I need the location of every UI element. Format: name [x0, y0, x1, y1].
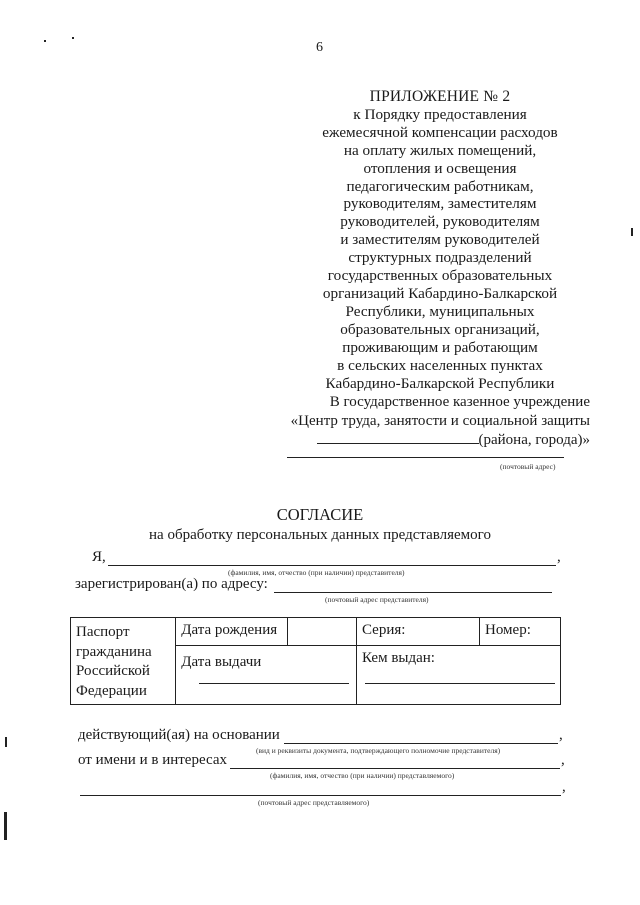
authority-document-field[interactable] — [284, 743, 558, 744]
representative-name-caption: (фамилия, имя, отчество (при наличии) представителя) — [228, 568, 405, 577]
district-suffix: (района, города)» — [478, 432, 590, 448]
appendix-line: на оплату жилых помещений, — [343, 141, 537, 159]
comma: , — [561, 752, 565, 768]
addressee-line-2: «Центр труда, занятости и социальной защиты — [290, 413, 590, 429]
represented-address-field[interactable] — [80, 795, 561, 796]
passport-label-line: Российской — [76, 663, 150, 679]
appendix-line: Кабардино-Балкарской Республики — [325, 374, 555, 392]
appendix-line: Республики, муниципальных — [345, 302, 535, 320]
comma: , — [562, 779, 566, 795]
addressee-block — [240, 393, 590, 450]
appendix-line: руководителей, руководителям — [340, 213, 540, 231]
appendix-line: в сельских населенных пунктах — [337, 356, 543, 374]
authority-document-caption: (вид и реквизиты документа, подтверждающего полномочие представителя) — [256, 746, 501, 755]
representative-name-field[interactable] — [108, 565, 556, 566]
issue-date-label: Дата выдачи — [181, 654, 262, 670]
birth-date-label: Дата рождения — [181, 622, 278, 638]
addressee-line-3 — [240, 431, 590, 450]
represented-name-field[interactable] — [230, 768, 560, 769]
birth-date-label-cell — [176, 618, 288, 646]
represented-name-caption: (фамилия, имя, отчество (при наличии) представляемого) — [270, 771, 455, 780]
consent-subtitle: на обработку персональных данных представляемого — [149, 527, 491, 543]
passport-table — [70, 617, 561, 705]
postal-address-caption: (почтовый адрес) — [500, 462, 556, 471]
representative-address-caption: (почтовый адрес представителя) — [325, 595, 429, 604]
appendix-line: проживающим и работающим — [342, 338, 538, 356]
page-number: 6 — [316, 40, 323, 55]
appendix-line: педагогическим работникам, — [346, 177, 534, 195]
district-field[interactable] — [317, 443, 479, 444]
number-label: Номер: — [485, 622, 531, 638]
issued-by-cell[interactable] — [356, 646, 560, 705]
scan-mark-left — [5, 737, 7, 747]
series-cell[interactable] — [356, 618, 479, 646]
appendix-line: к Порядку предоставления — [353, 105, 527, 123]
acting-label: действующий(ая) на основании — [78, 727, 280, 743]
postal-address-field[interactable] — [287, 457, 564, 458]
appendix-line: государственных образовательных — [327, 267, 553, 285]
consent-title: СОГЛАСИЕ — [276, 505, 364, 524]
comma: , — [559, 727, 563, 743]
registered-label: зарегистрирован(а) по адресу: — [75, 576, 268, 592]
issue-date-cell[interactable] — [176, 646, 357, 705]
scan-dot — [44, 40, 46, 42]
behalf-label: от имени и в интересах — [78, 752, 227, 768]
appendix-line: структурных подразделений — [348, 249, 532, 267]
i-label: Я, — [92, 549, 106, 565]
appendix-line: и заместителям руководителей — [340, 231, 540, 249]
scan-mark-right — [631, 228, 633, 236]
issued-by-label: Кем выдан: — [361, 650, 435, 666]
represented-address-caption: (почтовый адрес представляемого) — [258, 798, 370, 807]
representative-address-field[interactable] — [274, 592, 552, 593]
number-cell[interactable] — [480, 618, 561, 646]
addressee-line-1: В государственное казенное учреждение — [329, 394, 590, 410]
scan-mark-left — [4, 812, 7, 840]
issue-date-line — [199, 683, 349, 684]
series-label: Серия: — [361, 622, 406, 638]
appendix-line: руководителям, заместителям — [343, 195, 537, 213]
passport-label-line: Паспорт — [76, 624, 130, 640]
appendix-title: ПРИЛОЖЕНИЕ № 2 — [369, 88, 511, 105]
passport-label-line: Федерации — [76, 682, 147, 699]
appendix-line: отопления и освещения — [363, 159, 517, 177]
comma: , — [557, 549, 561, 565]
birth-date-value-cell[interactable] — [288, 618, 357, 646]
appendix-line: образовательных организаций, — [340, 320, 540, 338]
passport-label-cell — [71, 618, 176, 705]
scan-dot — [72, 37, 74, 39]
appendix-line: ежемесячной компенсации расходов — [322, 123, 558, 141]
appendix-line: организаций Кабардино-Балкарской — [322, 284, 558, 302]
passport-label-line: гражданина — [76, 643, 152, 660]
appendix-block — [290, 88, 590, 392]
issued-by-line — [365, 683, 555, 684]
